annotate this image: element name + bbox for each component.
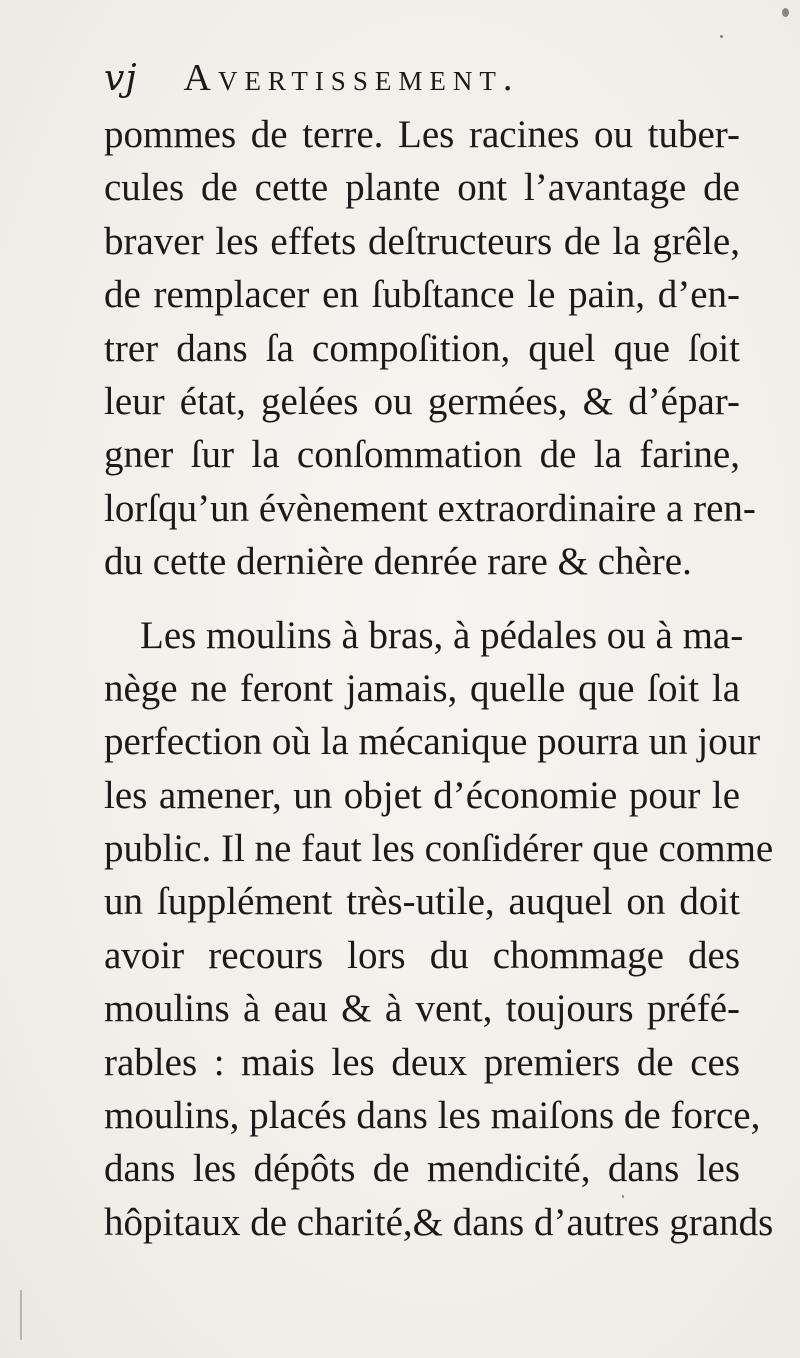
paper-speck <box>782 8 789 17</box>
text-line: public. Il ne faut les conſidérer que comme <box>104 827 774 871</box>
text-line: trer dans ſa compoſition, quel que ſoit <box>104 326 740 370</box>
text-line: du cette dernière denrée rare & chère. <box>104 540 692 584</box>
body-text <box>104 108 774 1249</box>
text-line: Les moulins à bras, à pédales ou à ma- <box>140 613 744 657</box>
paper-speck <box>720 35 723 38</box>
text-line: un ſupplément très-utile, auquel on doit <box>104 880 740 924</box>
text-line: braver les effets deſtructeurs de la grêle, <box>104 219 740 263</box>
text-line: cules de cette plante ont l’avantage de <box>104 166 740 210</box>
paragraph <box>104 609 774 1250</box>
text-line: perfection où la mécanique pourra un jour <box>104 720 761 764</box>
text-line: dans les dépôts de mendicité, dans les <box>104 1147 740 1191</box>
text-line: leur état, gelées ou germées, & d’épar- <box>104 379 740 423</box>
paragraph-gap <box>104 589 740 609</box>
text-line: lorſqu’un évènement extraordinaire a ren- <box>104 486 756 530</box>
text-line: hôpitaux de charité,& dans d’autres grands <box>104 1200 774 1244</box>
text-line: rables : mais les deux premiers de ces <box>104 1040 740 1084</box>
text-line: avoir recours lors du chommage des <box>104 933 740 977</box>
paper-speck <box>622 1195 624 1198</box>
text-line: nège ne feront jamais, quelle que ſoit la <box>104 666 740 710</box>
page-header <box>104 56 624 106</box>
page-number: vj <box>104 58 138 99</box>
text-line: pommes de terre. Les racines ou tuber- <box>104 113 740 156</box>
text-line: moulins, placés dans les maiſons de force, <box>104 1094 761 1138</box>
paragraph <box>104 108 756 589</box>
text-line: moulins à eau & à vent, toujours préfé- <box>104 987 740 1031</box>
running-title: Avertissement. <box>183 57 520 99</box>
paper-speck <box>20 1290 22 1340</box>
text-line: les amener, un objet d’économie pour le <box>104 773 740 817</box>
text-line: de remplacer en ſubſtance le pain, d’en- <box>104 273 740 317</box>
text-line: gner ſur la conſommation de la farine, <box>104 433 740 477</box>
